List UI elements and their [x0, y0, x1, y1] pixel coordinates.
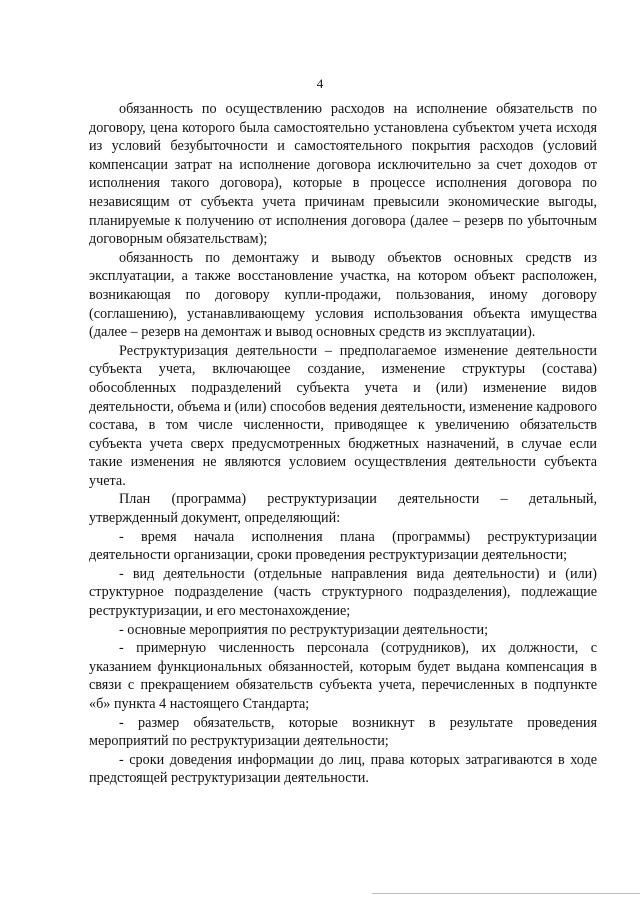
scan-edge-line [372, 893, 640, 894]
list-item-activity-type: - вид деятельности (отдельные направления вида деятельности) и (или) структурное подразделение (часть структурного подразделения), подлежащие реструктуризации, и его местонахождение; [89, 565, 597, 620]
paragraph-dismantling: обязанность по демонтажу и выводу объектов основных средств из эксплуатации, а также восстановление участка, на котором объект расположен, возникающая по договору купли-продажи, пользования, иному договору (соглашению), устанавливающему условия использования объекта имущества (далее – резерв на демонтаж и вывод основных средств из эксплуатации). [89, 249, 597, 341]
document-body [89, 100, 597, 788]
list-item-staff-number: - примерную численность персонала (сотрудников), их должности, с указанием функциональных обязанностей, которым будет выдана компенсация в связи с прекращением обязательств субъекта учета, перечисленных в подпункте «б» пункта 4 настоящего Стандарта; [89, 640, 597, 712]
list-item-obligations-size: - размер обязательств, которые возникнут в результате проведения мероприятий по реструктуризации деятельности; [89, 714, 597, 750]
page-number: 4 [316, 76, 324, 91]
list-item-start-time: - время начала исполнения плана (программы) реструктуризации деятельности организации, сроки проведения реструктуризации деятельности; [89, 528, 597, 564]
paragraph-plan-definition: План (программа) реструктуризации деятельности – детальный, утвержденный документ, определяющий: [89, 491, 597, 527]
list-item-main-measures: - основные мероприятия по реструктуризации деятельности; [119, 621, 489, 638]
list-item-information-terms: - сроки доведения информации до лиц, права которых затрагиваются в ходе предстоящей реструктуризации деятельности. [89, 751, 597, 787]
paragraph-restructuring-definition: Реструктуризация деятельности – предполагаемое изменение деятельности субъекта учета, включающее создание, изменение структуры (состава) обособленных подразделений субъекта учета и (или) изменение видов деятельности, объема и (или) способов ведения деятельности, изменение кадрового состава, в том числе численности, приводящее к увеличению обязательств субъекта учета сверх предусмотренных бюджетных назначений, в случае если такие изменения не являются условием осуществления деятельности субъекта учета. [89, 342, 597, 489]
paragraph-loss-contracts: обязанность по осуществлению расходов на исполнение обязательств по договору, цена которого была самостоятельно установлена субъектом учета исходя из условий безубыточности и самостоятельного покрытия расходов (условий компенсации затрат на исполнение договора исключительно за счет доходов от исполнения такого договора), которые в процессе исполнения договора по независящим от субъекта учета причинам превысили экономические выгоды, планируемые к получению от исполнения договора (далее – резерв по убыточным договорным обязательствам); [89, 101, 597, 248]
